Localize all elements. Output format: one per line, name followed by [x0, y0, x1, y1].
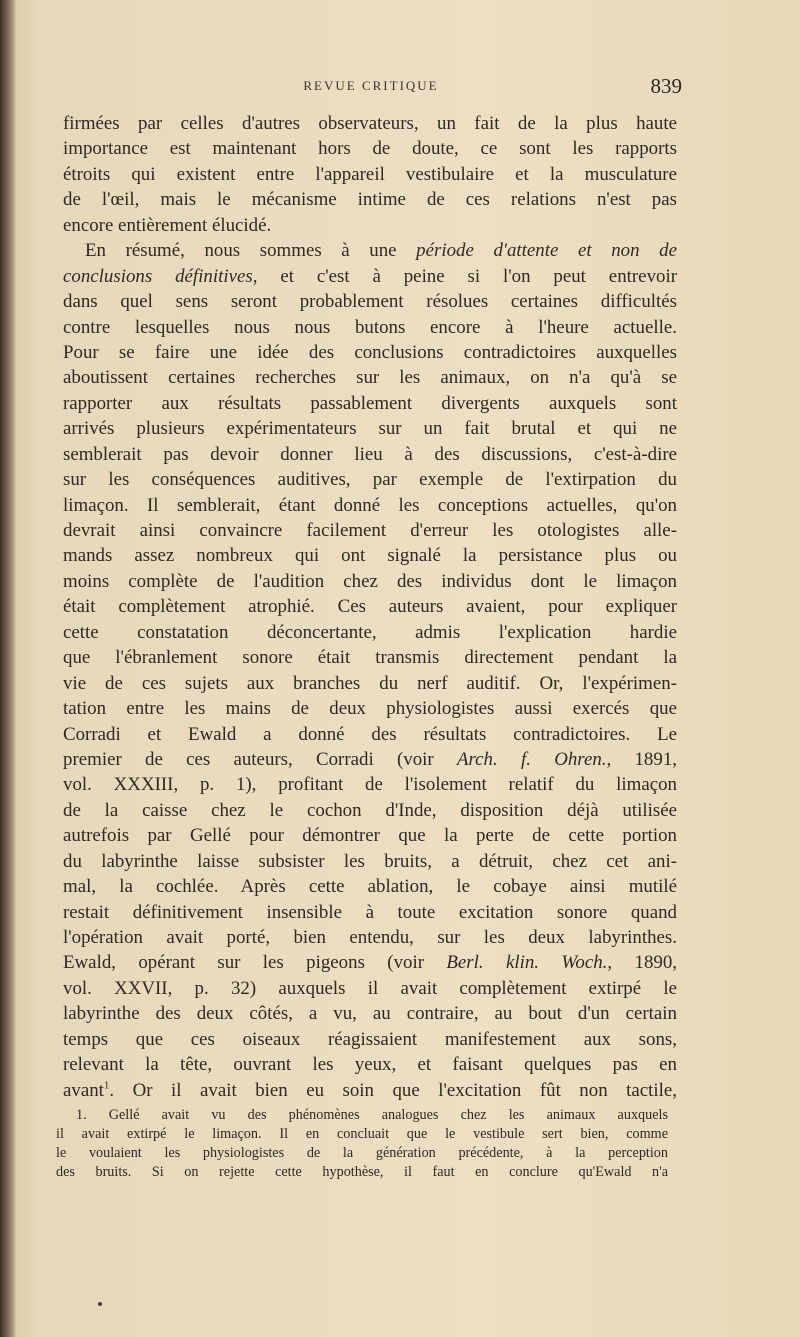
italic-text: Arch. f. Ohren.: [456, 748, 607, 770]
text-line: que l'ébranlement sonore était transmis directement pendant la: [63, 647, 677, 669]
footnote-line: il avait extirpé le limaçon. Il en concluait que le vestibule sert bien, comme: [56, 1126, 668, 1143]
text-line: limaçon. Il semblerait, étant donné les conceptions actuelles, qu'on: [63, 494, 677, 516]
text-line: étroits qui existent entre l'appareil vestibulaire et la musculature: [63, 163, 677, 185]
text-line: était complètement atrophié. Ces auteurs avaient, pour expliquer: [63, 596, 677, 618]
footnote-line: des bruits. Si on rejette cette hypothèse, il faut en conclure qu'Ewald n'a: [56, 1164, 668, 1181]
text-line: autrefois par Gellé pour démontrer que la perte de cette portion: [63, 825, 677, 847]
text-line: [63, 950, 677, 975]
text-line: rapporter aux résultats passablement divergents auxquels sont: [63, 392, 677, 414]
text-segment: Ewald, opérant sur les pigeons (voir: [63, 952, 447, 974]
text-line: de l'œil, mais le mécanisme intime de ces relations n'est pas: [63, 189, 677, 211]
text-line: de la caisse chez le cochon d'Inde, disposition déjà utilisée: [63, 799, 677, 821]
running-title: REVUE CRITIQUE: [303, 78, 439, 93]
text-segment: En résumé, nous sommes à une: [85, 240, 417, 262]
text-line: semblerait pas devoir donner lieu à des discussions, c'est-à-dire: [63, 443, 677, 465]
text-line: encore entièrement élucidé.: [63, 214, 272, 236]
text-line: vol. XXXIII, p. 1), profitant de l'isolement relatif du limaçon: [63, 774, 677, 796]
text-line: [63, 264, 677, 289]
text-line: [63, 1078, 677, 1103]
book-spine-shadow: [0, 0, 16, 1337]
text-line: Pour se faire une idée des conclusions contradictoires auxquelles: [63, 341, 677, 363]
text-line: du labyrinthe laisse subsister les bruits, a détruit, chez cet ani-: [63, 850, 677, 872]
text-line: arrivés plusieurs expérimentateurs sur un fait brutal et qui ne: [63, 418, 677, 440]
text-line: [63, 747, 677, 772]
text-line: [63, 238, 677, 263]
footnote-line: le voulaient les physiologistes de la génération précédente, à la perception: [56, 1145, 668, 1162]
text-line: moins complète de l'audition chez des individus dont le limaçon: [63, 570, 677, 592]
italic-text: Berl. klin. Woch.: [446, 952, 608, 974]
text-line: cette constatation déconcertante, admis l'explication hardie: [63, 621, 677, 643]
text-line: devrait ainsi convaincre facilement d'erreur les otologistes alle-: [63, 520, 677, 541]
text-line: importance est maintenant hors de doute, ce sont les rapports: [63, 138, 677, 160]
text-line: sur les conséquences auditives, par exemple de l'extirpation du: [63, 469, 677, 491]
text-line: dans quel sens seront probablement résolues certaines difficultés: [63, 291, 677, 313]
italic-text: période d'attente et non de: [416, 240, 677, 262]
print-speck: [98, 1302, 102, 1306]
text-line: relevant la tête, ouvrant les yeux, et faisant quelques pas en: [63, 1054, 677, 1076]
italic-text: conclusions définitives: [63, 265, 253, 287]
text-line: aboutissent certaines recherches sur les animaux, on n'a qu'à se: [63, 367, 677, 389]
text-line: Corradi et Ewald a donné des résultats contradictoires. Le: [63, 723, 677, 745]
text-line: tation entre les mains de deux physiologistes aussi exercés que: [63, 698, 677, 720]
text-segment: . Or il avait bien eu soin que l'excitation fût non tactile,: [109, 1079, 677, 1101]
text-line: contre lesquelles nous nous butons encore à l'heure actuelle.: [63, 316, 677, 338]
footnote-block: [56, 1106, 668, 1182]
text-line: firmées par celles d'autres observateurs, un fait de la plus haute: [63, 113, 677, 134]
text-line: mands assez nombreux qui ont signalé la persistance plus ou: [63, 545, 677, 567]
text-segment: avant: [63, 1079, 104, 1101]
text-line: temps que ces oiseaux réagissaient manifestement aux sons,: [63, 1028, 677, 1050]
text-segment: , et c'est à peine si l'on peut entrevoir: [252, 265, 677, 287]
text-line: vie de ces sujets aux branches du nerf auditif. Or, l'expérimen-: [63, 672, 677, 694]
text-line: mal, la cochlée. Après cette ablation, le cobaye ainsi mutilé: [63, 876, 677, 898]
running-head: [60, 76, 682, 98]
text-line: labyrinthe des deux côtés, a vu, au contraire, au bout d'un certain: [63, 1003, 677, 1025]
body-text: [63, 111, 677, 1103]
footnote-line: 1. Gellé avait vu des phénomènes analogues chez les animaux auxquels: [76, 1107, 668, 1123]
text-segment: , 1891,: [606, 748, 677, 770]
text-line: l'opération avait porté, bien entendu, sur les deux labyrinthes.: [63, 927, 677, 948]
text-segment: , 1890,: [607, 952, 677, 974]
text-line: restait définitivement insensible à toute excitation sonore quand: [63, 901, 677, 923]
footnote-ref: 1: [103, 1079, 110, 1092]
text-segment: premier de ces auteurs, Corradi (voir: [63, 748, 457, 770]
text-line: vol. XXVII, p. 32) auxquels il avait complètement extirpé le: [63, 977, 677, 999]
page-number: 839: [650, 74, 682, 98]
